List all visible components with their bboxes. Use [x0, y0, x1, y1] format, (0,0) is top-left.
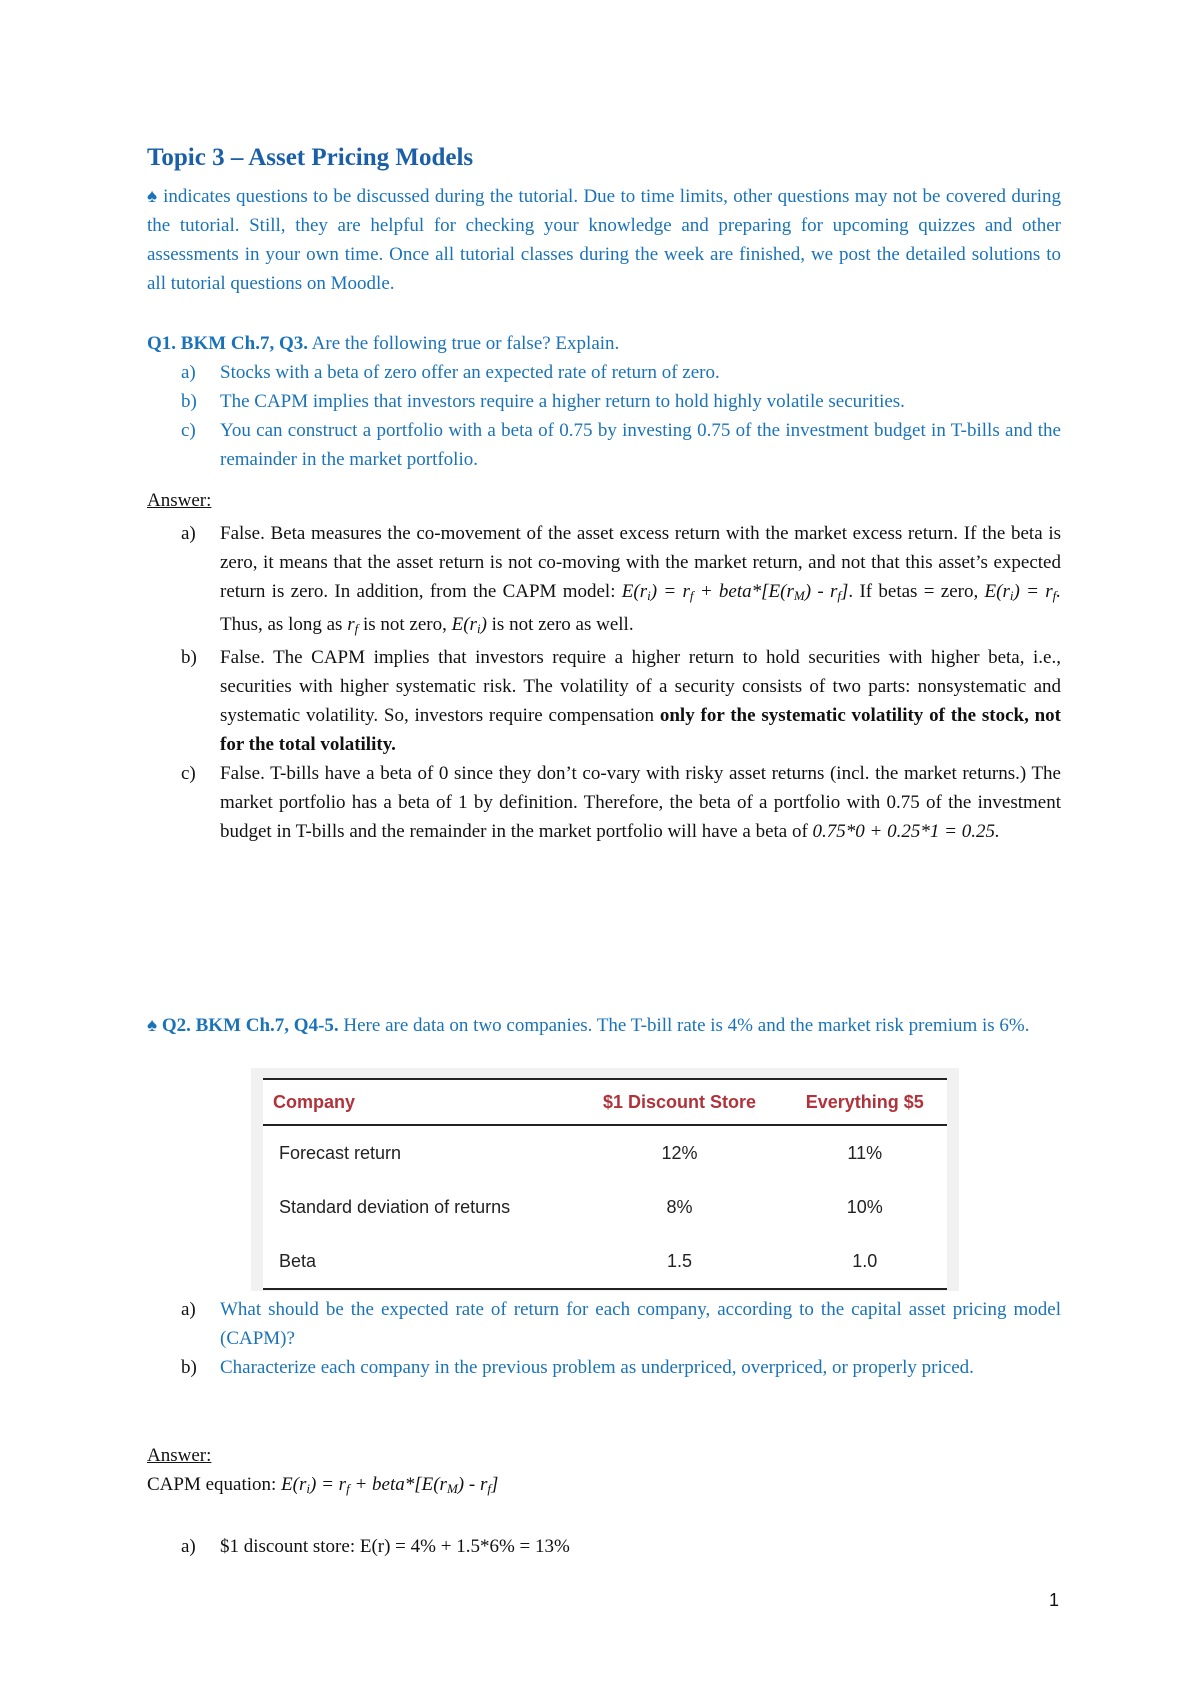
- table-row: [263, 1125, 947, 1180]
- company-data-table-frame: [251, 1068, 959, 1291]
- table-cell: 8%: [666, 1196, 693, 1217]
- answer-c-formula: 0.75*0 + 0.25*1 = 0.25.: [812, 821, 1000, 842]
- q2-item-a: [147, 1295, 1061, 1353]
- q2-question-list: [147, 1295, 1061, 1382]
- list-marker: a): [181, 362, 196, 383]
- capm-label: CAPM equation:: [147, 1474, 282, 1495]
- q2-answer-a-text: $1 discount store: E(r) = 4% + 1.5*6% = 13%: [220, 1536, 570, 1557]
- table-header: Company: [263, 1079, 576, 1125]
- intro-paragraph: ♠ indicates questions to be discussed during the tutorial. Due to time limits, other questions may not be covered during the tutorial. Still, they are helpful for checking your knowledge and preparing for upcoming quizzes and other assessments in your own time. Once all tutorial classes during the week are finished, we post the detailed solutions to all tutorial questions on Moodle.: [147, 186, 1061, 294]
- table-cell: Standard deviation of returns: [279, 1196, 511, 1217]
- answer-a-text-3: Thus, as long as: [220, 614, 348, 635]
- table-header-row: [263, 1079, 947, 1125]
- q1-item-c-text: You can construct a portfolio with a beta of 0.75 by investing 0.75 of the investment budget in T-bills and the remainder in the market portfolio.: [220, 420, 1061, 470]
- q1-answer-list: [147, 519, 1061, 846]
- page-title: Topic 3 – Asset Pricing Models: [147, 144, 474, 171]
- q2-answer-list: [147, 1532, 1061, 1561]
- table-cell: 1.5: [576, 1234, 782, 1289]
- table-header: Everything $5: [783, 1079, 947, 1125]
- q1-item-b: [147, 387, 1061, 416]
- q1-prompt: Are the following true or false? Explain.: [307, 333, 620, 354]
- q1-label: Q1. BKM Ch.7, Q3.: [147, 333, 308, 354]
- q2-label: Q2. BKM Ch.7, Q4-5.: [161, 1015, 339, 1036]
- q1-item-c: [147, 416, 1061, 474]
- q1-heading: [147, 329, 1061, 358]
- list-marker: a): [181, 1536, 196, 1557]
- q1-answer-a: [147, 519, 1061, 643]
- q2-heading: [147, 1011, 1061, 1040]
- q2-answer-a: [147, 1532, 1061, 1561]
- company-data-table: [263, 1078, 947, 1290]
- list-marker: b): [181, 1357, 197, 1378]
- answer-a-text-2: . If betas = zero,: [848, 581, 985, 602]
- answer-a-text-4: is not zero,: [358, 614, 452, 635]
- answer-label-text: Answer: [147, 490, 207, 511]
- table-cell: 10%: [846, 1196, 883, 1217]
- table-cell: 1.0: [783, 1234, 947, 1289]
- spade-icon: ♠: [147, 1015, 158, 1036]
- q1-item-b-text: The CAPM implies that investors require a higher return to hold highly volatile securities.: [220, 391, 905, 412]
- table-cell: Beta: [263, 1234, 576, 1289]
- table-row: [263, 1180, 947, 1234]
- formula-2: $E(r_i) = r_f$.: [984, 581, 1061, 603]
- list-marker: b): [181, 647, 197, 668]
- capm-equation-line: [147, 1474, 498, 1497]
- formula-start: E(r: [621, 581, 648, 602]
- table-cell: 12%: [661, 1142, 698, 1163]
- answer-c-text: False. T-bills have a beta of 0 since they don’t co-vary with risky asset returns (incl. the market returns.) The market portfolio has a beta of 1 by definition. Therefore, the beta of a portfolio with 0.75 of the investment budget in T-bills and the remainder in the market portfolio will have a beta of: [220, 763, 1061, 842]
- capm-equation: $E(r_i) = r_f$ + $beta*[E(r_M) - r_f]$: [281, 1474, 499, 1496]
- capm-formula: $E(r_i) = r_f$ + $beta*[E(r_M) - r_f]$: [621, 581, 849, 603]
- table-header: $1 Discount Store: [576, 1079, 782, 1125]
- q2-item-b: [147, 1353, 1061, 1382]
- answer-b-text: False. The CAPM implies that investors require a higher return to hold securities with higher beta, i.e., securities with higher systematic risk. The volatility of a security consists of two parts: nonsystematic and systematic volatility. So, investors require compensation: [220, 647, 1061, 726]
- answer-label-text: Answer: [147, 1445, 207, 1466]
- answer-a-text: False. Beta measures the co-movement of the asset excess return with the market excess return. If the beta is zero, it means that the asset return is not co-moving with the market return, and not that this asset’s expected return is zero. In addition, from the CAPM model:: [220, 523, 1061, 602]
- answer-a-text-5: is not zero as well.: [486, 614, 634, 635]
- list-marker: c): [181, 420, 196, 441]
- list-marker: a): [181, 523, 196, 544]
- q2-prompt: Here are data on two companies. The T-bill rate is 4% and the market risk premium is 6%.: [338, 1015, 1030, 1036]
- q1-answer-c: [147, 759, 1061, 846]
- q1-question-list: [147, 358, 1061, 474]
- q1-answer-b: [147, 643, 1061, 759]
- q2-item-b-text: Characterize each company in the previous problem as underpriced, overpriced, or properly priced.: [220, 1357, 974, 1378]
- table-cell: Forecast return: [279, 1142, 402, 1163]
- q1-item-a: [147, 358, 1061, 387]
- table-row: [263, 1234, 947, 1289]
- q1-item-a-text: Stocks with a beta of zero offer an expected rate of return of zero.: [220, 362, 720, 383]
- table-cell: 11%: [847, 1142, 883, 1163]
- page-number: 1: [1049, 1590, 1060, 1610]
- formula-3: $r_f$: [347, 614, 359, 636]
- q1-answer-label: Answer:: [147, 490, 212, 511]
- formula-4: $E(r_i)$: [451, 614, 487, 636]
- list-marker: a): [181, 1299, 196, 1320]
- list-marker: b): [181, 391, 197, 412]
- answer-b-bold: only for the systematic volatility of the stock, not for the total volatility.: [220, 705, 1062, 755]
- q2-answer-label: Answer:: [147, 1445, 212, 1466]
- list-marker: c): [181, 763, 196, 784]
- q2-item-a-text: What should be the expected rate of return for each company, according to the capital asset pricing model (CAPM)?: [220, 1299, 1061, 1349]
